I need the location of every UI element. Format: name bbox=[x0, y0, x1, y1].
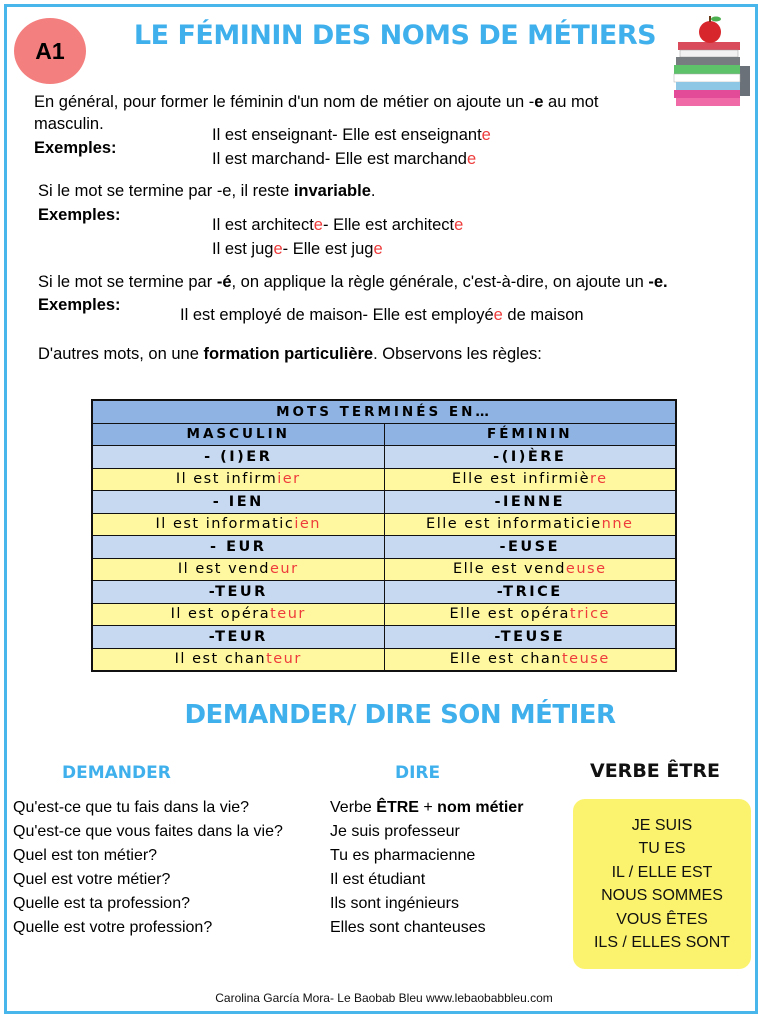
exemples-label-2: Exemples: bbox=[38, 206, 121, 224]
conjugation-item: VOUS ÊTES bbox=[616, 910, 708, 928]
conjugation-item: JE SUIS bbox=[631, 816, 693, 834]
example-3: Il est architecte- Elle est architecte bbox=[212, 216, 464, 234]
rule-accent: Si le mot se termine par -é, on applique la règle générale, c'est-à-dire, on ajoute un -e. bbox=[38, 273, 668, 291]
list-item: Verbe ÊTRE + nom métier bbox=[330, 799, 524, 816]
list-item: Ils sont ingénieurs bbox=[330, 895, 459, 912]
exemples-label-1: Exemples: bbox=[34, 139, 117, 157]
exemples-label-3: Exemples: bbox=[38, 296, 121, 314]
example-masc: Il est vendeur bbox=[92, 558, 384, 581]
list-item: Il est étudiant bbox=[330, 871, 426, 888]
conjugation-item: NOUS SOMMES bbox=[601, 887, 723, 904]
conjugation-item: IL / ELLE EST bbox=[611, 863, 713, 881]
example-fem: Elle est chanteuse bbox=[384, 648, 676, 671]
level-badge-label: A1 bbox=[35, 37, 65, 64]
level-badge bbox=[14, 18, 86, 84]
example-fem: Elle est opératrice bbox=[384, 603, 676, 626]
dire-list bbox=[330, 796, 523, 940]
book-3 bbox=[676, 57, 740, 65]
suffix-masc: - (I)ER bbox=[92, 446, 384, 469]
list-item: Quelle est ta profession? bbox=[13, 895, 190, 912]
verbe-etre-box bbox=[573, 799, 751, 969]
suffix-fem: -TEUSE bbox=[384, 626, 676, 649]
conjugation-item: TU ES bbox=[638, 840, 686, 857]
apple-stem bbox=[709, 16, 711, 22]
col-feminin: FÉMININ bbox=[384, 423, 676, 446]
rule-particular: D'autres mots, on une formation particulière. Observons les règles: bbox=[38, 345, 542, 363]
suffix-masc: - EUR bbox=[92, 536, 384, 559]
suffix-fem: -EUSE bbox=[384, 536, 676, 559]
suffix-masc: - IEN bbox=[92, 491, 384, 514]
dire-heading: DIRE bbox=[395, 763, 441, 783]
book-8 bbox=[676, 98, 740, 106]
example-fem: Elle est informaticienne bbox=[384, 513, 676, 536]
list-item: Je suis professeur bbox=[330, 823, 460, 840]
example-1: Il est enseignant- Elle est enseignante bbox=[212, 126, 491, 144]
example-masc: Il est chanteur bbox=[92, 648, 384, 671]
suffix-masc: -TEUR bbox=[92, 626, 384, 649]
book-4 bbox=[674, 65, 740, 74]
book-2 bbox=[680, 50, 738, 57]
example-5: Il est employé de maison- Elle est employée de maison bbox=[180, 306, 584, 324]
list-item: Quel est votre métier? bbox=[13, 871, 171, 888]
book-5 bbox=[674, 74, 740, 82]
verbe-etre-heading: VERBE ÊTRE bbox=[590, 760, 720, 782]
intro-line-2: masculin. bbox=[34, 115, 104, 133]
list-item: Qu'est-ce que tu fais dans la vie? bbox=[13, 799, 250, 816]
section-title-demander-dire: DEMANDER/ DIRE SON MÉTIER bbox=[184, 700, 616, 730]
list-item: Elles sont chanteuses bbox=[330, 919, 486, 936]
example-fem: Elle est vendeuse bbox=[384, 558, 676, 581]
rule-invariable: Si le mot se termine par -e, il reste invariable. bbox=[38, 182, 376, 200]
suffix-fem: -(I)ÈRE bbox=[384, 446, 676, 469]
suffix-fem: -IENNE bbox=[384, 491, 676, 514]
col-masculin: MASCULIN bbox=[92, 423, 384, 446]
books-apple-illustration bbox=[670, 8, 758, 116]
endings-table bbox=[91, 399, 677, 672]
conjugation-item: ILS / ELLES SONT bbox=[593, 934, 731, 951]
example-masc: Il est opérateur bbox=[92, 603, 384, 626]
example-masc: Il est informaticien bbox=[92, 513, 384, 536]
suffix-fem: -TRICE bbox=[384, 581, 676, 604]
table-title: MOTS TERMINÉS EN… bbox=[92, 400, 676, 423]
footer-credit: Carolina García Mora- Le Baobab Bleu www.lebaobabbleu.com bbox=[215, 991, 553, 1005]
apple-leaf bbox=[711, 17, 721, 22]
intro-line-1: En général, pour former le féminin d'un nom de métier on ajoute un -e au mot bbox=[34, 93, 599, 111]
list-item: Quel est ton métier? bbox=[13, 847, 158, 864]
example-fem: Elle est infirmière bbox=[384, 468, 676, 491]
example-masc: Il est infirmier bbox=[92, 468, 384, 491]
example-4: Il est juge- Elle est juge bbox=[212, 240, 383, 258]
book-1 bbox=[678, 42, 740, 50]
page-title: LE FÉMININ DES NOMS DE MÉTIERS bbox=[133, 20, 657, 51]
book-7 bbox=[674, 90, 740, 98]
demander-heading: DEMANDER bbox=[62, 763, 171, 783]
demander-list bbox=[13, 796, 283, 940]
list-item: Qu'est-ce que vous faites dans la vie? bbox=[13, 823, 283, 840]
list-item: Tu es pharmacienne bbox=[330, 847, 476, 864]
list-item: Quelle est votre profession? bbox=[13, 919, 213, 936]
example-2: Il est marchand- Elle est marchande bbox=[212, 150, 477, 168]
book-side bbox=[740, 66, 750, 96]
suffix-masc: -TEUR bbox=[92, 581, 384, 604]
book-6 bbox=[676, 82, 740, 90]
apple-icon bbox=[699, 21, 721, 43]
